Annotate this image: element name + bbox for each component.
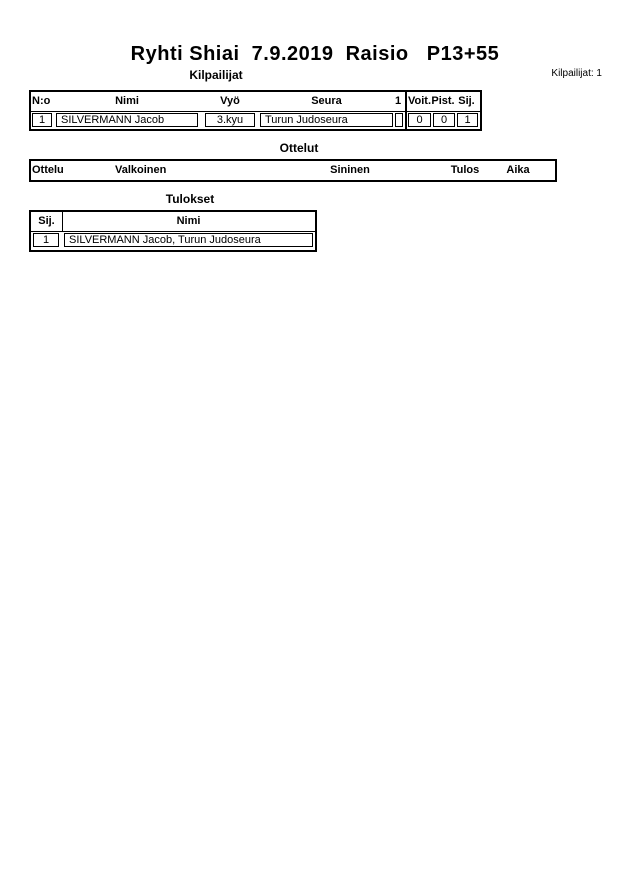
competitors-header-no: N:o (32, 95, 51, 107)
results-header-place: Sij. (38, 215, 55, 227)
matches-header-time: Aika (506, 164, 530, 176)
competitors-header-belt: Vyö (220, 95, 240, 107)
competitor-cell-name: SILVERMANN Jacob (56, 113, 198, 127)
competitors-header-place: Sij. (458, 95, 475, 107)
header-separator-line (31, 111, 480, 112)
competitor-cell-club: Turun Judoseura (260, 113, 393, 127)
competitor-cell-round (395, 113, 403, 127)
header-separator-line (31, 231, 315, 232)
matches-header-blue: Sininen (330, 164, 370, 176)
competitors-header-name: Nimi (115, 95, 139, 107)
competitors-heading: Kilpailijat (189, 68, 243, 82)
competitors-header-club: Seura (311, 95, 342, 107)
competitor-cell-belt: 3.kyu (205, 113, 255, 127)
matches-table (29, 159, 557, 182)
competitor-cell-place: 1 (457, 113, 478, 127)
result-cell-name: SILVERMANN Jacob, Turun Judoseura (64, 233, 313, 247)
results-table (29, 210, 317, 252)
result-cell-place: 1 (33, 233, 59, 247)
competitor-cell-points: 0 (433, 113, 455, 127)
competitors-table (29, 90, 482, 131)
competitors-header-round: 1 (394, 95, 402, 107)
competitor-cell-no: 1 (32, 113, 52, 127)
competitor-cell-wins: 0 (408, 113, 431, 127)
page-title: Ryhti Shiai 7.9.2019 Raisio P13+55 (130, 43, 500, 65)
competitors-header-points: Pist. (431, 95, 455, 107)
results-heading: Tulokset (165, 192, 215, 206)
competitors-header-wins: Voit. (407, 95, 431, 107)
matches-header-result: Tulos (450, 164, 480, 176)
matches-header-white: Valkoinen (115, 164, 167, 176)
results-header-name: Nimi (176, 215, 201, 227)
matches-header-match: Ottelu (32, 164, 64, 176)
competitor-count-label: Kilpailijat: 1 (551, 68, 602, 79)
matches-heading: Ottelut (279, 141, 319, 155)
